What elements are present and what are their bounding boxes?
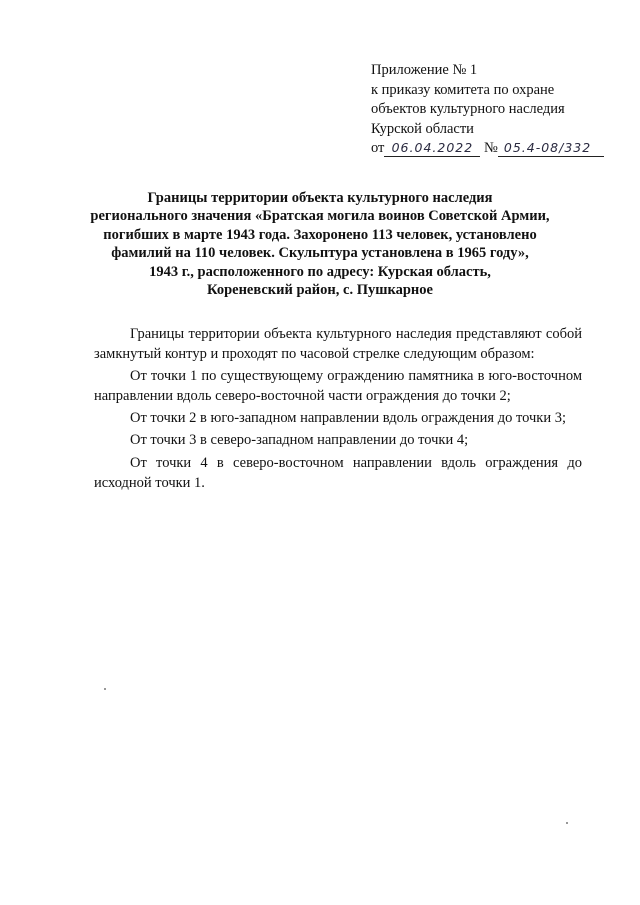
body-paragraph: От точки 4 в северо-восточном направлении вдоль ограждения до исходной точки 1. [94, 454, 582, 491]
scan-speck [104, 688, 106, 690]
title-line: Границы территории объекта культурного наследия [147, 190, 493, 206]
scan-speck [566, 822, 568, 824]
handwritten-date: 06.04.2022 [384, 140, 480, 157]
body-paragraph: От точки 1 по существующему ограждению памятника в юго-восточном направлении вдоль северо-восточной части ограждения до точки 2; [94, 368, 582, 404]
annex-line-order: к приказу комитета по охране [371, 81, 555, 98]
body-paragraph: От точки 2 в юго-западном направлении вдоль ограждения до точки 3; [130, 410, 566, 427]
title-line: фамилий на 110 человек. Скульптура установлена в 1965 году», [111, 245, 529, 262]
number-label: № [484, 140, 498, 156]
handwritten-number: 05.4-08/332 [498, 140, 604, 157]
annex-block [371, 61, 604, 159]
annex-date-number-line [371, 139, 604, 159]
title-line: регионального значения «Братская могила воинов Советской Армии, [90, 208, 550, 225]
annex-line-objects: объектов культурного наследия [371, 101, 565, 117]
title-line: 1943 г., расположенного по адресу: Курская область, [149, 263, 491, 280]
body-paragraph: От точки 3 в северо-западном направлении до точки 4; [130, 432, 469, 449]
document-body [94, 325, 582, 496]
title-line: погибших в марте 1943 года. Захоронено 113 человек, установлено [103, 226, 537, 243]
title-line: Кореневский район, с. Пушкарное [207, 282, 433, 299]
body-paragraph: Границы территории объекта культурного наследия представляют собой замкнутый контур и проходят по часовой стрелке следующим образом: [94, 326, 582, 362]
ot-label: от [371, 140, 385, 156]
annex-line-appendix: Приложение № 1 [371, 62, 478, 78]
document-title [60, 189, 580, 299]
annex-line-region: Курской области [371, 120, 474, 137]
